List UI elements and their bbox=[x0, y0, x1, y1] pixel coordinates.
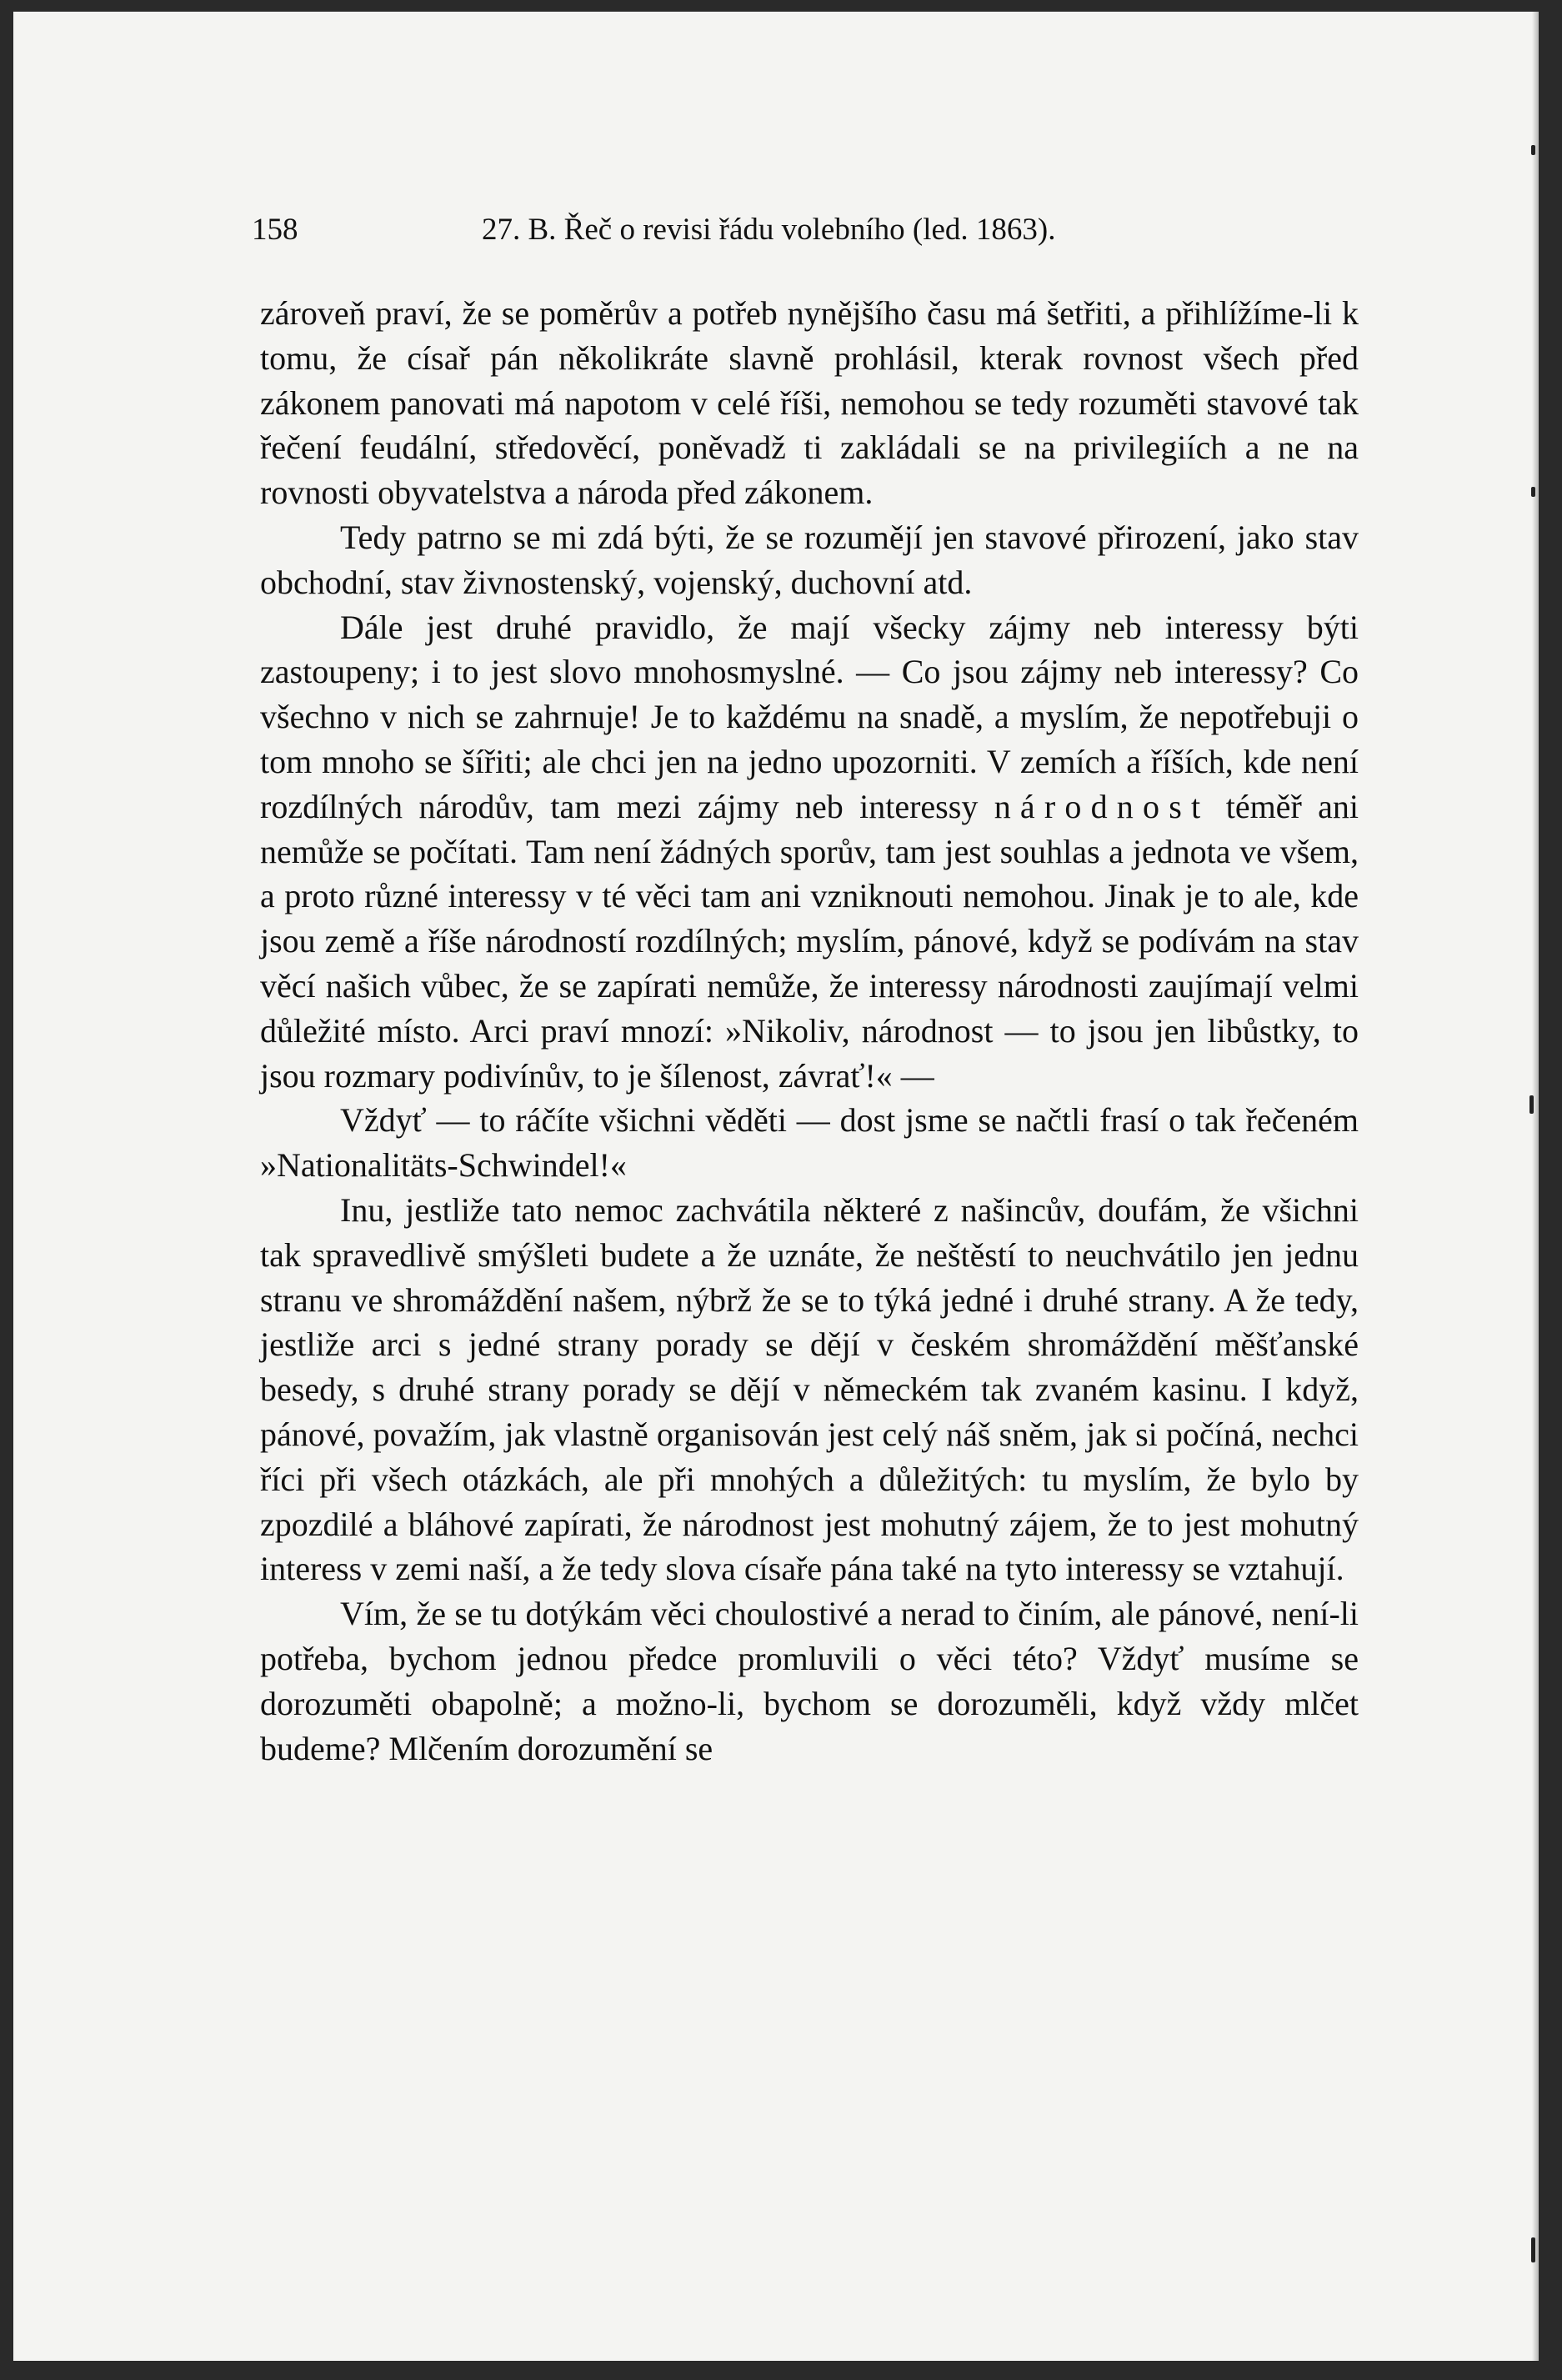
paragraph-text: Vždyť — to ráčíte všichni věděti — dost jsme se načtli frasí o tak řečeném »Nationalitäts-Schwindel!« bbox=[260, 1101, 1359, 1185]
scan-edge bbox=[1532, 12, 1539, 2361]
body-text bbox=[260, 291, 1359, 1771]
scan-speck bbox=[1531, 487, 1535, 497]
paragraph-3 bbox=[260, 605, 1359, 1099]
emphasized-word: národnost bbox=[994, 787, 1210, 825]
paragraph-4 bbox=[260, 1098, 1359, 1188]
paragraph-text: Vím, že se tu dotýkám věci choulostivé a nerad to činím, ale pánové, není-li potřeba, bychom jednou předce promluvili o věci této? Vždyť musíme se dorozuměti obapolně; a možno-li, bychom se dorozuměli, když vždy mlčet budeme? Mlčením dorozumění se bbox=[260, 1595, 1359, 1767]
scan-speck bbox=[1531, 145, 1535, 155]
scan-speck bbox=[1529, 1095, 1534, 1114]
paragraph-6 bbox=[260, 1591, 1359, 1771]
paragraph-1 bbox=[260, 291, 1359, 515]
paragraph-text: Dále jest druhé pravidlo, že mají všecky zájmy neb interessy býti zastoupeny; i to jest slovo mnohosmyslné. — Co jsou zájmy neb interessy? Co všechno v nich se zahrnuje! Je to každému na snadě, a myslím, že nepotřebuji o tom mnoho se šířiti; ale chci jen na jedno upozorniti. V zemích a říších, kde není rozdílných národův, tam mezi zájmy neb interessy bbox=[260, 608, 1359, 825]
paragraph-2 bbox=[260, 515, 1359, 605]
paragraph-5 bbox=[260, 1188, 1359, 1591]
running-header bbox=[252, 212, 1360, 253]
running-title: 27. B. Řeč o revisi řádu volebního (led. 1863). bbox=[482, 213, 1056, 247]
paragraph-text: zároveň praví, že se poměrův a potřeb nynějšího času má šetřiti, a přihlížíme-li k tomu, že císař pán několikráte slavně prohlásil, kterak rovnost všech před zákonem panovati má napotom v celé říši, nemohou se tedy rozuměti stavové tak řečení feudální, středověcí, poněvadž ti zakládali se na privilegiích a ne na rovnosti obyvatelstva a národa před zákonem. bbox=[260, 294, 1359, 512]
paragraph-text: téměř ani nemůže se počítati. Tam není žádných sporův, tam jest souhlas a jednota ve všem, a proto různé interessy v té věci tam ani vzniknouti nemohou. Jinak je to ale, kde jsou země a říše národností rozdílných; myslím, pánové, když se podívám na stav věcí našich vůbec, že se zapírati nemůže, že interessy národnosti zaujímají velmi důležité místo. Arci praví mnozí: »Nikoliv, národnost — to jsou jen libůstky, to jsou rozmary podivínův, to je šílenost, závrať!« — bbox=[260, 787, 1359, 1095]
paragraph-text: Tedy patrno se mi zdá býti, že se rozumějí jen stavové přirození, jako stav obchodní, stav živnostenský, vojenský, duchovní atd. bbox=[260, 518, 1359, 601]
scan-speck bbox=[1531, 2237, 1535, 2262]
paragraph-text: Inu, jestliže tato nemoc zachvátila některé z našincův, doufám, že všichni tak spravedlivě smýšleti budete a že uznáte, že neštěstí to neuchvátilo jen jednu stranu ve shromáždění našem, nýbrž že se to týká jedné i druhé strany. A že tedy, jestliže arci s jedné strany porady se dějí v českém shromáždění měšťanské besedy, s druhé strany porady se dějí v německém tak zvaném kasinu. I když, pánové, považím, jak vlastně organisován jest celý náš sněm, jak si počíná, nechci říci při všech otázkách, ale při mnohých a důležitých: tu myslím, že bylo by zpozdilé a bláhové zapírati, že národnost jest mohutný zájem, že to jest mohutný interess v zemi naší, a že tedy slova císaře pána také na tyto interessy se vztahují. bbox=[260, 1190, 1359, 1588]
book-page bbox=[13, 12, 1539, 2361]
page-number: 158 bbox=[252, 213, 298, 247]
